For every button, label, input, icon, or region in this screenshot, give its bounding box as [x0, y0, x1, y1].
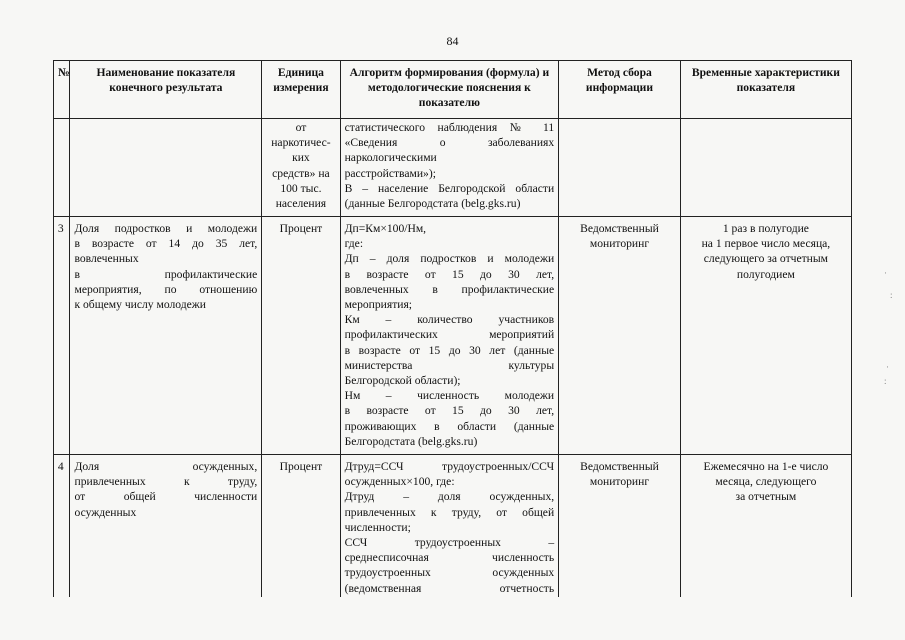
time-cell: [680, 119, 851, 217]
indicator-name: [70, 119, 262, 217]
header-method: Метод сбора информации: [559, 61, 681, 119]
algorithm-line: среднесписочная численность: [344, 551, 555, 565]
time-line: 1 раз в полугодие: [722, 222, 809, 235]
indicator-name-line: в профилактические: [74, 267, 258, 281]
page-number: 84: [446, 34, 459, 48]
table-row: [54, 455, 852, 597]
algorithm-line: Нм – численность молодежи: [344, 389, 555, 403]
header-indicator-name: Наименование показателя конечного результата: [70, 61, 262, 119]
scan-speck: ·: [884, 268, 887, 278]
algorithm-line: (данные Белгородстата (belg.gks.ru): [344, 197, 521, 211]
algorithm-line: Дп=Км×100/Нм,: [344, 222, 427, 235]
time-line: полугодием: [736, 267, 795, 281]
header-number: №: [54, 61, 70, 119]
algorithm-line: В – население Белгородской области: [344, 181, 555, 195]
method-cell: [559, 119, 681, 217]
indicator-name-line: привлеченных к труду,: [74, 475, 258, 489]
algorithm-line: статистического наблюдения № 11: [344, 121, 555, 134]
indicator-name: [70, 217, 262, 455]
algorithm-line: в возрасте от 15 до 30 лет (данные: [344, 343, 555, 357]
time-line: на 1 первое число месяца,: [701, 237, 831, 251]
algorithm-line: Белгородской области);: [344, 374, 461, 388]
algorithm-cell: [340, 119, 559, 217]
indicators-table: [53, 60, 852, 597]
time-line: следующего за отчетным: [703, 252, 829, 266]
algorithm-line: Км – количество участников: [344, 313, 555, 327]
unit-line: 100 тыс.: [280, 181, 322, 195]
indicator-name-line: от общей численности: [74, 490, 258, 504]
table-row: [54, 217, 852, 455]
algorithm-cell: [340, 217, 559, 455]
algorithm-line: мероприятия;: [344, 298, 413, 312]
algorithm-line: в возрасте от 15 до 30 лет,: [344, 404, 555, 418]
time-line: за отчетным: [735, 490, 797, 504]
indicator-name: [70, 455, 262, 597]
unit-line: от: [295, 121, 307, 134]
unit-line: средств» на: [272, 166, 330, 180]
unit-line: ких: [292, 151, 310, 165]
unit-cell: [262, 119, 340, 217]
algorithm-line: проживающих в области (данные: [344, 419, 555, 433]
algorithm-line: в возрасте от 15 до 30 лет,: [344, 267, 555, 281]
algorithm-line: Белгородстата (belg.gks.ru): [344, 434, 478, 448]
method-line: мониторинг: [589, 475, 650, 489]
scan-speck: ·: [886, 362, 889, 372]
unit-cell: Процент: [262, 217, 340, 455]
time-cell: [680, 455, 851, 597]
unit-cell: Процент: [262, 455, 340, 597]
indicator-name-line: в возрасте от 14 до 35 лет,: [74, 237, 258, 251]
indicator-name-line: мероприятия, по отношению: [74, 282, 258, 296]
algorithm-line: вовлеченных в профилактические: [344, 282, 555, 296]
time-line: Ежемесячно на 1-е число: [703, 460, 829, 473]
time-line: месяца, следующего: [715, 475, 817, 489]
scan-speck: :: [890, 290, 893, 300]
algorithm-line: расстройствами»);: [344, 166, 436, 180]
algorithm-line: Дп – доля подростков и молодежи: [344, 252, 555, 266]
row-number: [54, 119, 70, 217]
method-cell: [559, 455, 681, 597]
algorithm-line: привлеченных к труду, от общей: [344, 505, 555, 519]
table-header-row: [54, 61, 852, 119]
algorithm-line: (ведомственная отчетность: [344, 581, 555, 595]
algorithm-line: министерства культуры: [344, 358, 555, 372]
algorithm-line: «Сведения о заболеваниях: [344, 136, 555, 150]
unit-line: населения: [275, 197, 327, 211]
header-algorithm: Алгоритм формирования (формула) и методологические пояснения к показателю: [340, 61, 559, 119]
algorithm-line: Дтруд – доля осужденных,: [344, 490, 555, 504]
row-number: 3: [54, 217, 70, 455]
algorithm-line: наркологическими: [344, 151, 437, 165]
algorithm-line: где:: [344, 237, 364, 251]
algorithm-line: осужденных×100, где:: [344, 475, 455, 489]
indicator-name-line: вовлеченных: [74, 252, 139, 266]
indicator-name-line: Доля подростков и молодежи: [74, 222, 258, 235]
algorithm-line: ССЧ трудоустроенных –: [344, 536, 555, 550]
indicator-name-line: к общему числу молодежи: [74, 298, 206, 312]
algorithm-line: трудоустроенных осужденных: [344, 566, 555, 580]
row-number: 4: [54, 455, 70, 597]
table-row-continuation: [54, 119, 852, 217]
scan-speck: :: [884, 376, 887, 386]
header-unit: Единица измерения: [262, 61, 340, 119]
algorithm-line: профилактических мероприятий: [344, 328, 555, 342]
method-line: Ведомственный: [580, 460, 659, 473]
method-line: мониторинг: [589, 237, 650, 251]
unit-line: наркотичес-: [271, 136, 331, 150]
time-cell: [680, 217, 851, 455]
algorithm-line: численности;: [344, 520, 411, 534]
indicator-name-line: Доля осужденных,: [74, 460, 258, 473]
algorithm-cell: [340, 455, 559, 597]
method-line: Ведомственный: [580, 222, 659, 235]
algorithm-line: Дтруд=ССЧ трудоустроенных/ССЧ: [344, 460, 555, 473]
indicator-name-line: осужденных: [74, 505, 137, 519]
header-time: Временные характеристики показателя: [680, 61, 851, 119]
method-cell: [559, 217, 681, 455]
